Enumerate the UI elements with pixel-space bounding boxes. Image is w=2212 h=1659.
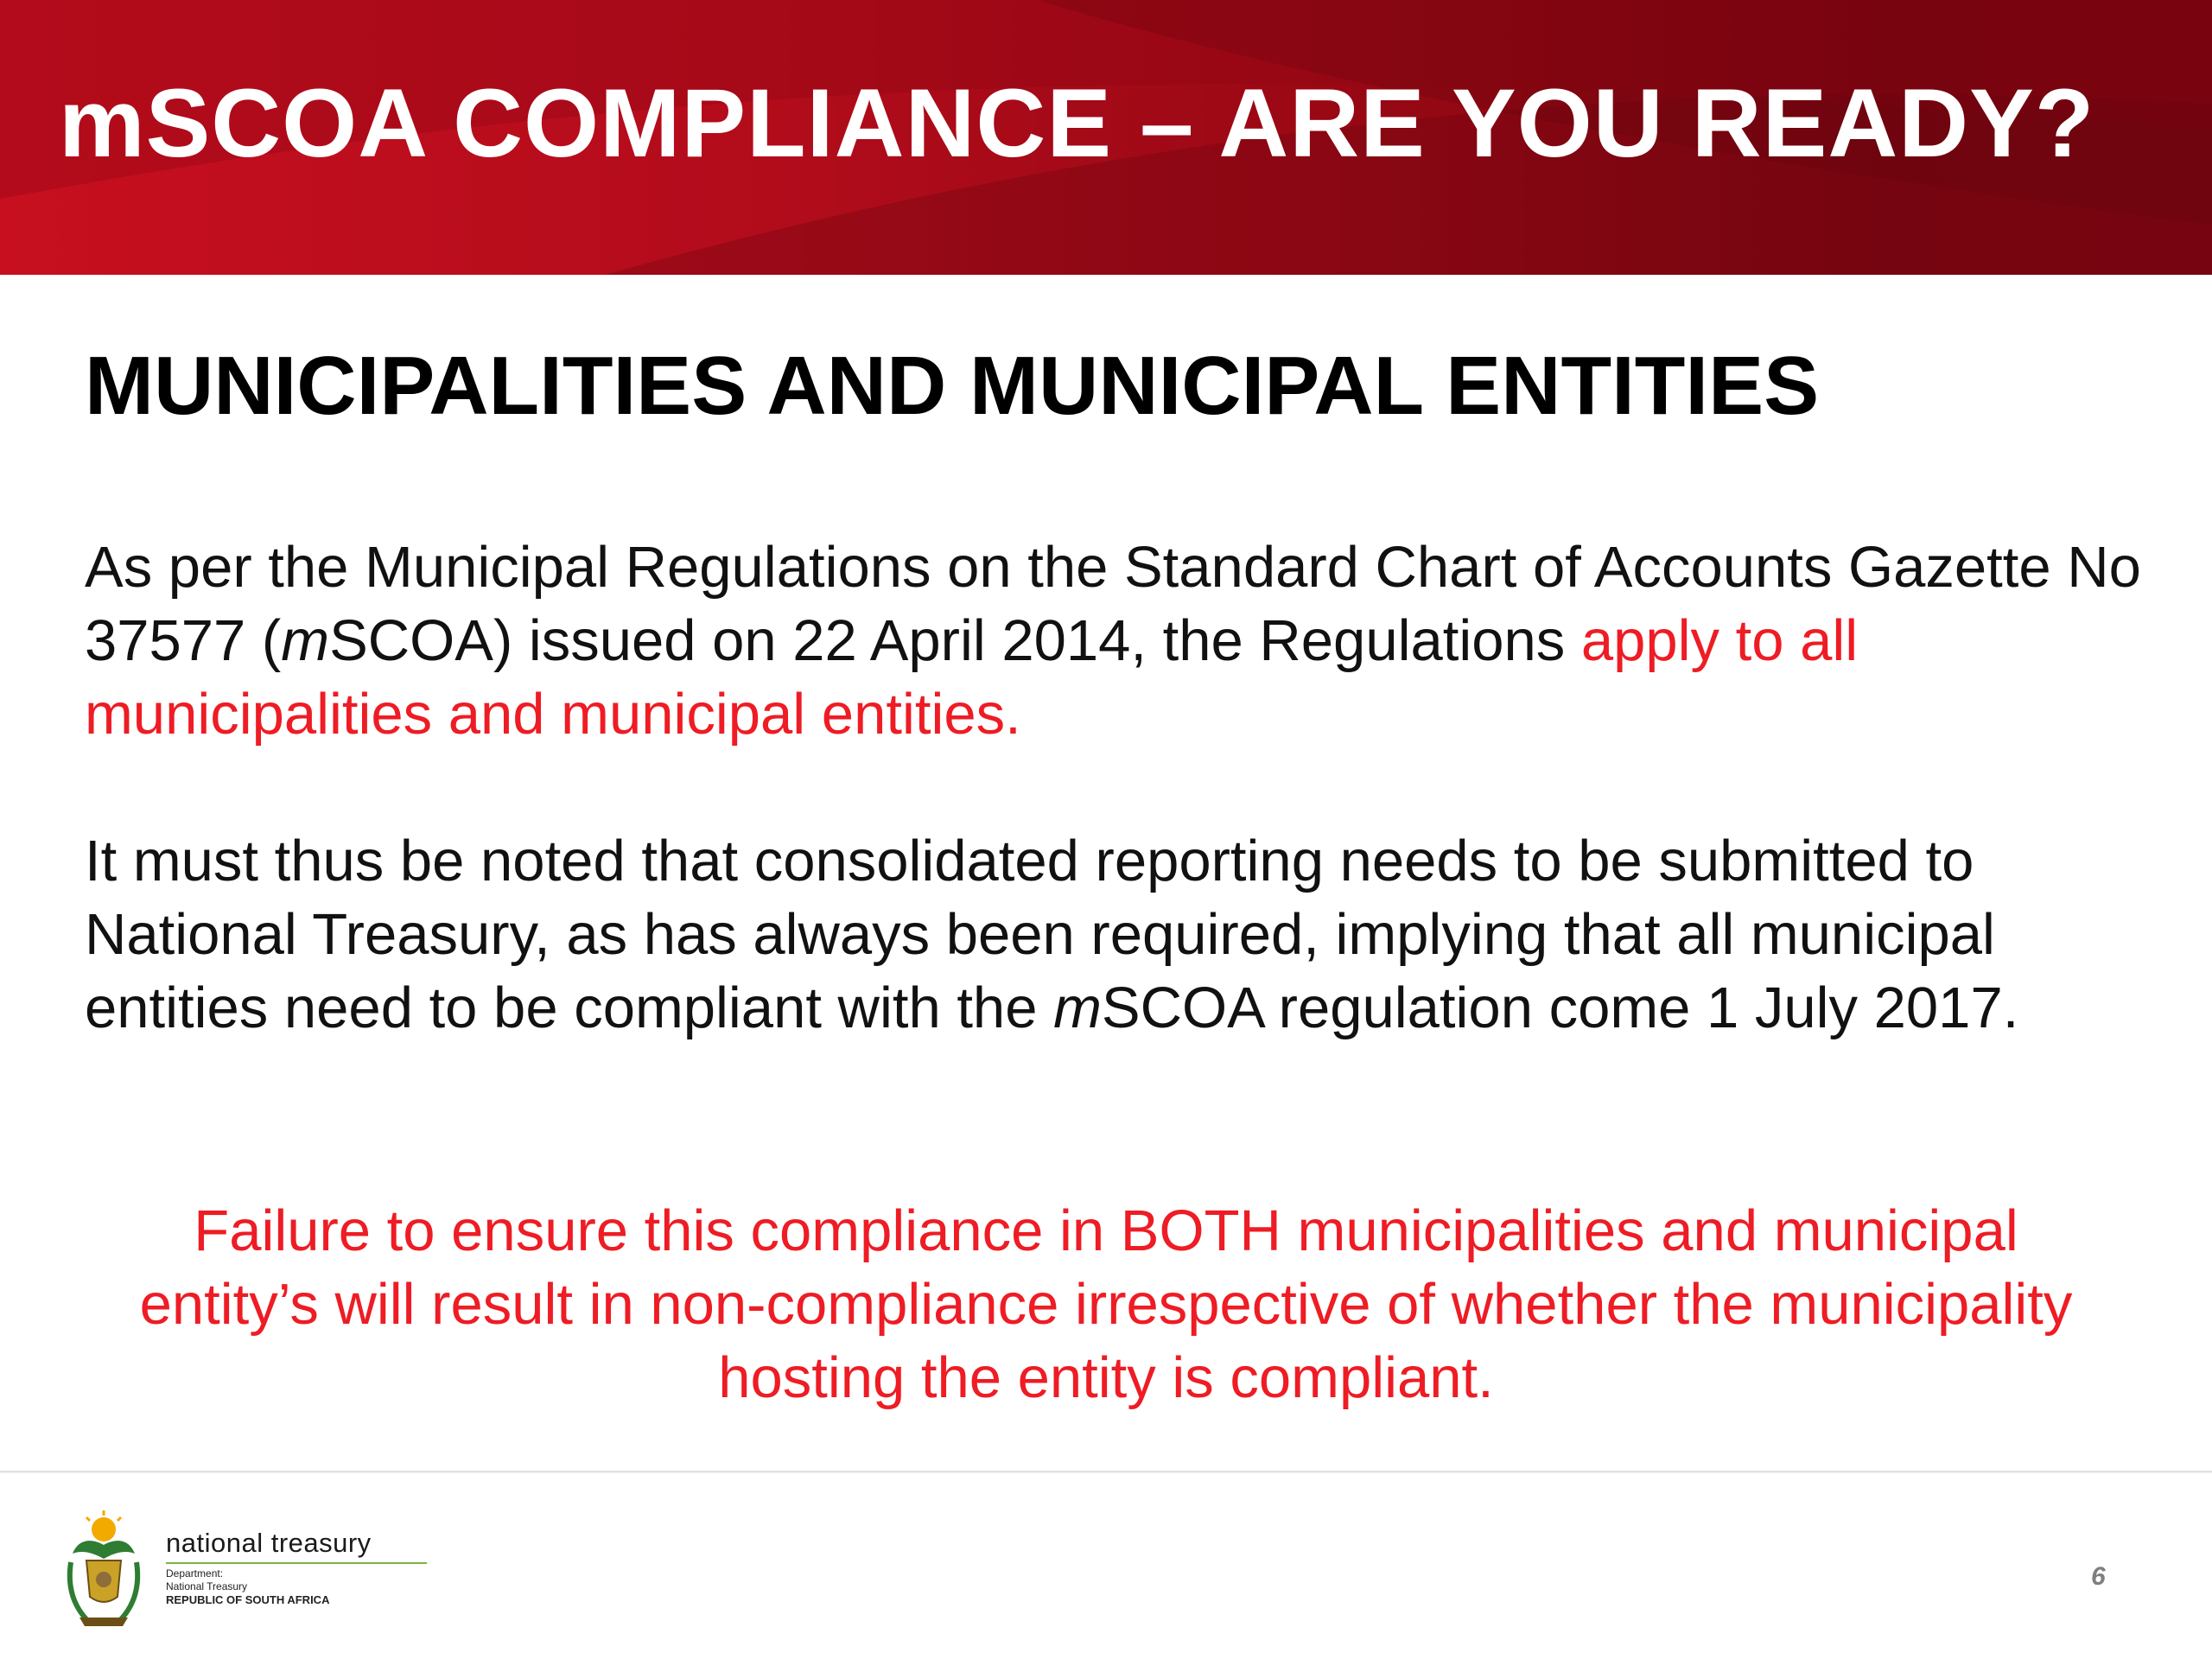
page-number: 6 xyxy=(2091,1562,2106,1591)
dept-line-3: REPUBLIC OF SOUTH AFRICA xyxy=(166,1593,330,1606)
paragraph-regulations-highlight: apply to all municipalities and municipal entities. xyxy=(85,608,1859,747)
italic-m: m xyxy=(1053,976,1102,1040)
slide-title: mSCOA COMPLIANCE – ARE YOU READY? xyxy=(59,69,2095,177)
coat-of-arms-icon xyxy=(60,1510,147,1631)
footer-divider xyxy=(0,1471,2212,1473)
org-underline xyxy=(166,1562,427,1564)
italic-m: m xyxy=(281,608,330,673)
dept-line-1: Department: xyxy=(166,1567,224,1580)
org-name: national treasury xyxy=(166,1528,372,1558)
paragraph-regulations-text: As per the Municipal Regulations on the Standard Chart of Accounts Gazette No 37577 ( xyxy=(85,535,2141,673)
section-heading: MUNICIPALITIES AND MUNICIPAL ENTITIES xyxy=(85,340,1820,432)
dept-line-2: National Treasury xyxy=(166,1580,248,1592)
national-treasury-logo xyxy=(60,1510,389,1631)
paragraph-regulations-text-cont: SCOA) issued on 22 April 2014, the Regulations xyxy=(329,608,1581,673)
paragraph-consolidated-text-cont: SCOA regulation come 1 July 2017. xyxy=(1101,976,2019,1040)
paragraph-consolidated-reporting xyxy=(85,824,2141,1045)
department-text xyxy=(166,1567,329,1606)
compliance-warning: Failure to ensure this compliance in BOTH municipalities and municipal entity’s will result in non-compliance irrespective of whether the municipality hosting the entity is compliant. xyxy=(139,1198,2073,1410)
paragraph-consolidated-text: It must thus be noted that consolidated reporting needs to be submitted to National Treasury, as has always been required, implying that all municipal entities need to be compliant with the xyxy=(85,829,1995,1040)
paragraph-regulations xyxy=(85,531,2141,751)
header-banner xyxy=(0,0,2212,275)
